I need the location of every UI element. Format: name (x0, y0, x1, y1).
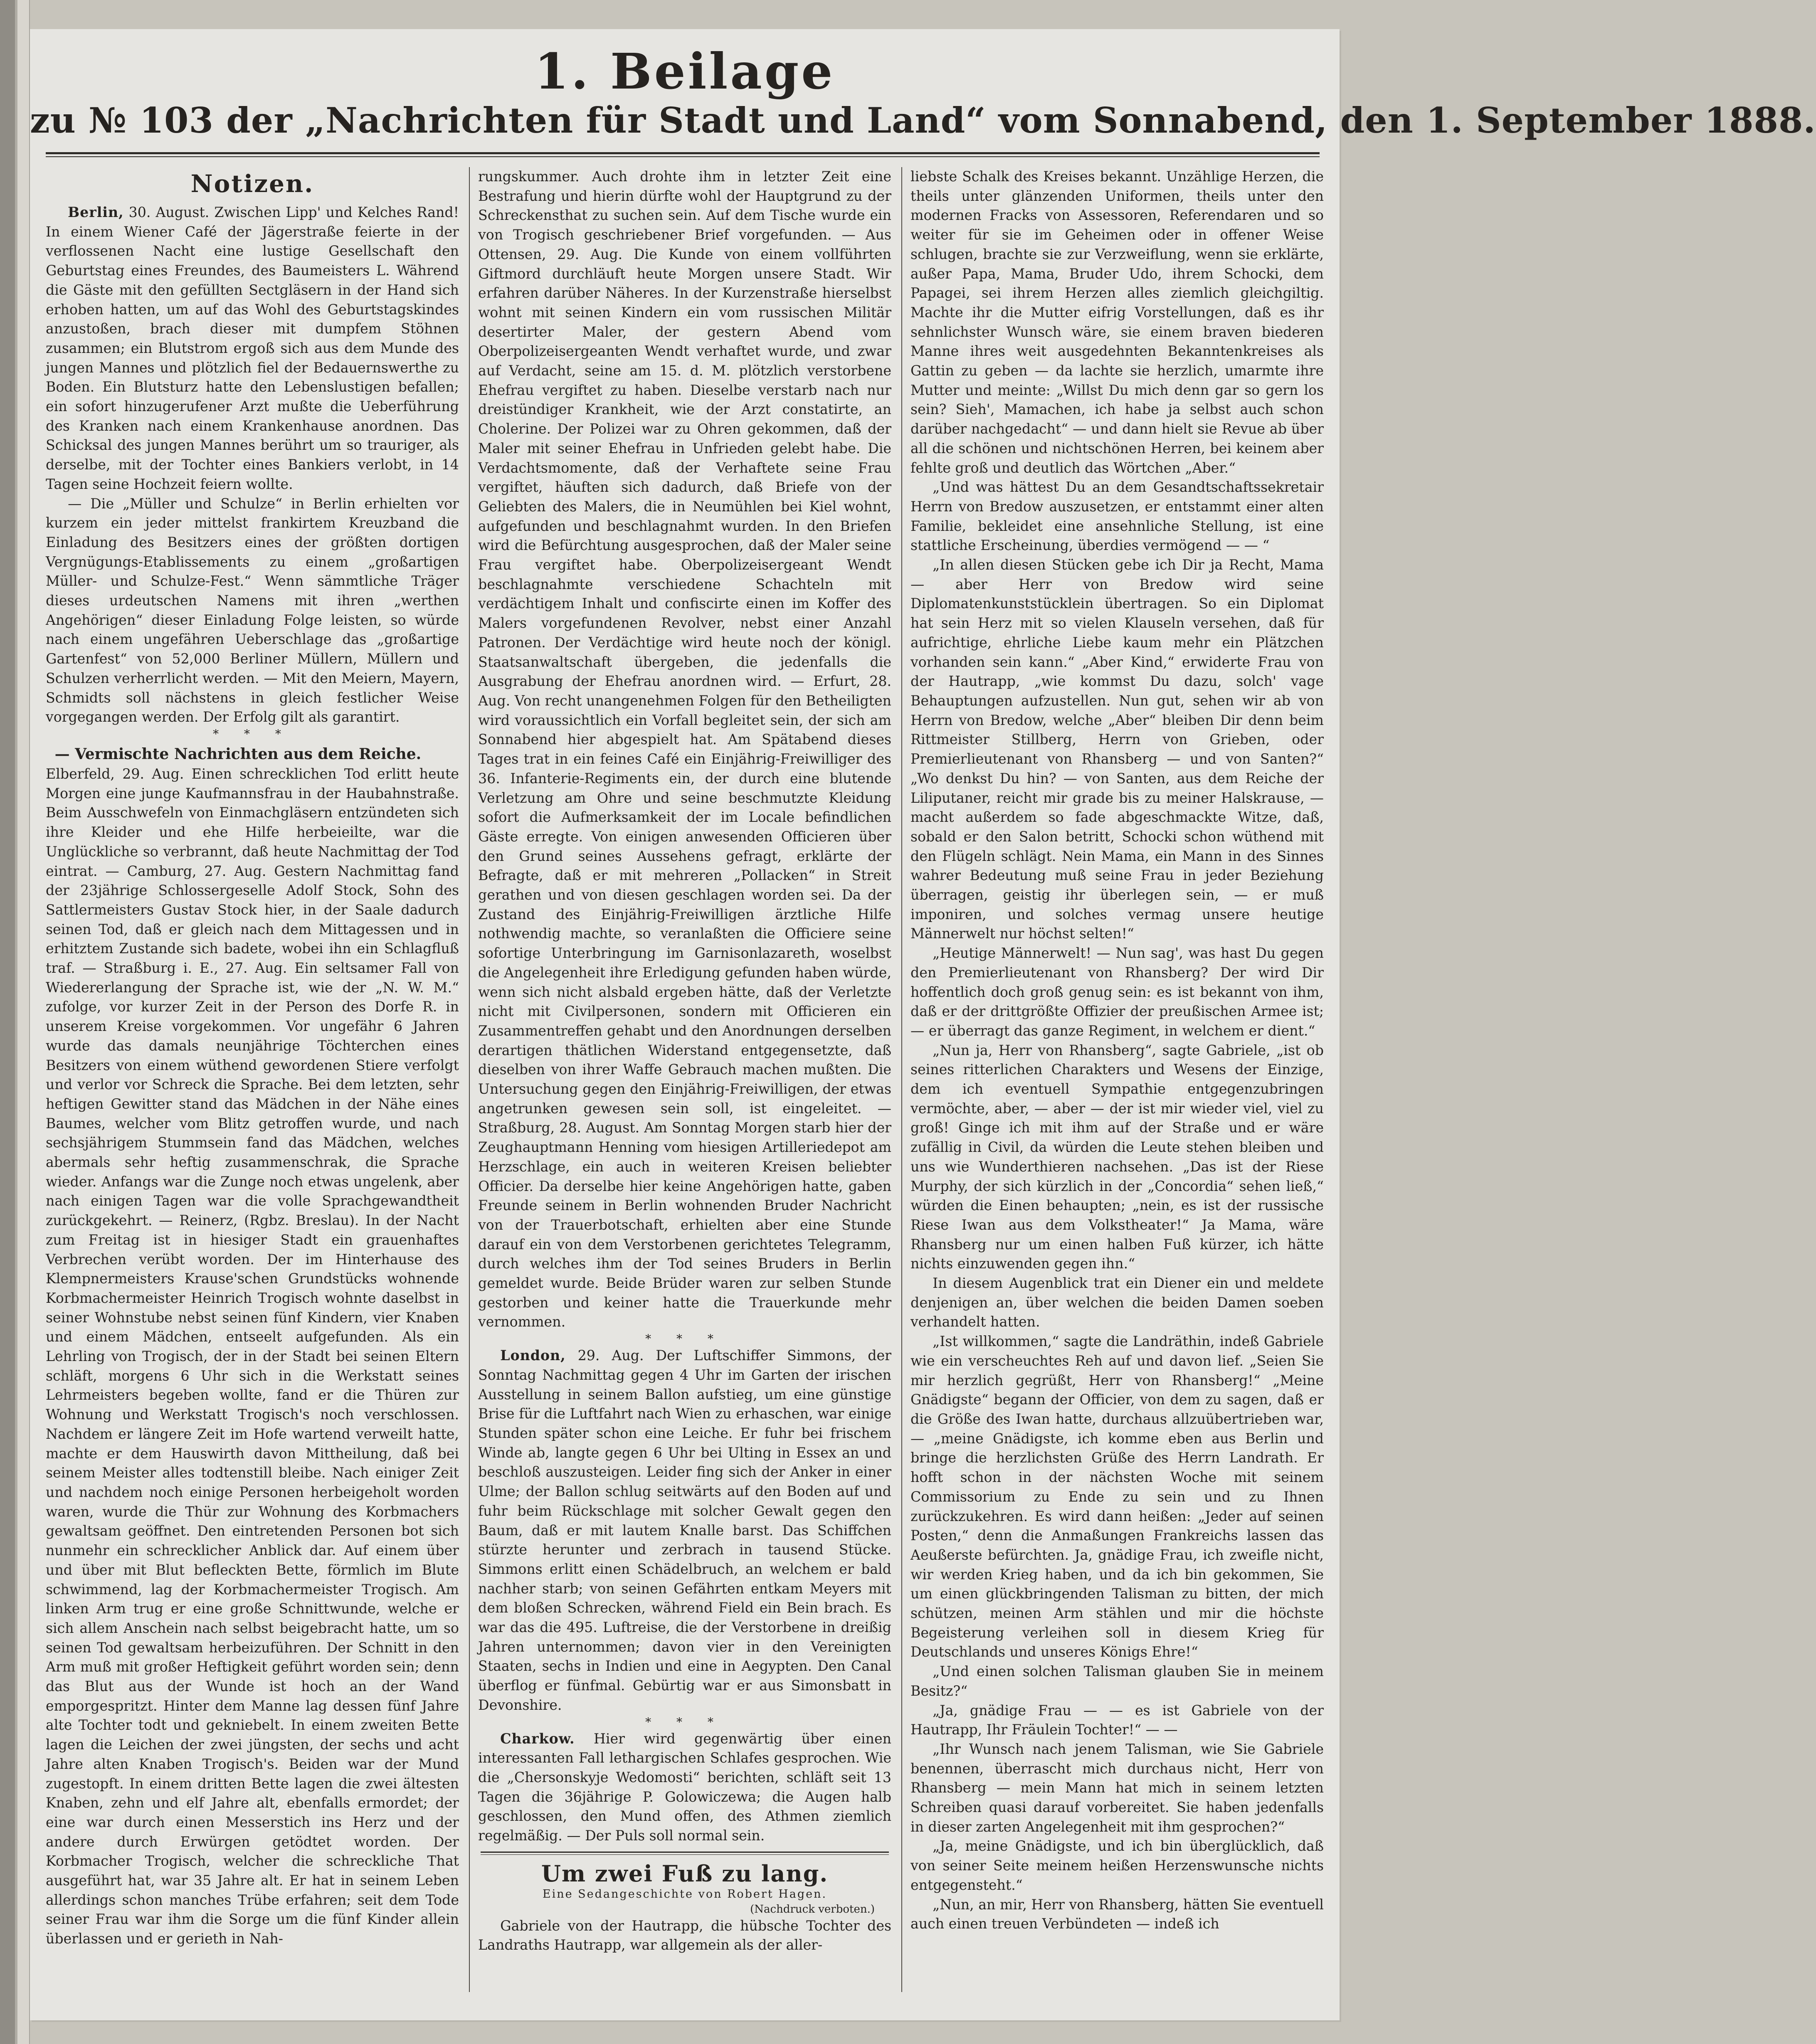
column-2 (478, 167, 891, 1996)
story-paragraph: „Ist willkommen,“ sagte die Landräthin, indeß Gabriele wie ein verscheuchtes Reh auf und davon lief. „Seien Sie mir herzlich gegrüßt, Herr von Rhansberg!“ „Meine Gnädigste“ begann der Officier, von dem zu sagen, daß er die Größe des Iwan hatte, durchaus allzuübertrieben war, — „meine Gnädigste, ich komme eben aus Berlin und bringe die herzlichsten Grüße des Herrn Landrath. Er hofft schon in der nächsten Woche mit seinem Commissorium zu Ende zu sein und zu Ihnen zurückzukehren. Es wird dann heißen: „Jeder auf seinen Posten,“ denn die Anmaßungen Frankreichs lassen das Aeußerste befürchten. Ja, gnädige Frau, ich zweifle nicht, wir werden Krieg haben, und da ich bin gekommen, Sie um einen glückbringenden Talisman zu bitten, der mich schützen, meinen Arm stählen und mir die höchste Begeisterung verleihen soll in diesem Krieg für Deutschlands und unseres Königs Ehre!“ (910, 1333, 1324, 1660)
news-item-mueller-schulze: — Die „Müller und Schulze“ in Berlin erhielten vor kurzem ein jeder mittelst frankirtem Kreuzband die Einladung des Besitzers eines der größten dortigen Vergnügungs-Etablissements zu einem „großartigen Müller- und Schulze-Fest.“ Wenn sämmtliche Träger dieses urdeutschen Namens mit ihren „werthen Angehörigen“ dieser Einladung Folge leisten, so würde nach einem ungefähren Ueberschlage das „großartige Gartenfest“ von 52,000 Berliner Müllern, Müllern und Schulzen verherrlicht werden. — Mit den Meiern, Mayern, Schmidts soll nächstens in gleich festlicher Weise vorgegangen werden. Der Erfolg gilt als garantirt. (46, 495, 459, 725)
binding-edge (0, 0, 17, 2044)
feuilleton-rule (481, 1852, 889, 1855)
story-paragraph: „Ja, gnädige Frau — — es ist Gabriele von der Hautrapp, Ihr Fräulein Tochter!“ — — (910, 1702, 1324, 1738)
story-paragraph: „Und einen solchen Talisman glauben Sie in meinem Besitz?“ (910, 1663, 1324, 1699)
newspaper-page (30, 29, 1816, 2020)
adjacent-page-edge (17, 0, 30, 2044)
separator-stars: * * * (645, 1332, 724, 1346)
story-byline: Eine Sedangeschichte von Robert Hagen. (542, 1887, 827, 1901)
article-text: Hier wird gegenwärtig über einen interessanten Fall lethargischen Schlafes gesprochen. Wie die „Chersonskyje Wedomosti“ berichten, schläft seit 13 Tagen die 36jährige P. Golowiczewa; die Augen halb geschlossen, den Mund offen, des Athmen ziemlich regelmäßig. — Der Puls soll normal sein. (478, 1730, 891, 1844)
story-paragraph: „Nun ja, Herr von Rhansberg“, sagte Gabriele, „ist ob seines ritterlichen Charakters und Wesens der Einzige, dem ich eventuell Sympathie entgegenzubringen vermöchte, aber, — aber — der ist mir wieder viel, viel zu groß! Ginge ich mit ihm auf der Straße und er wäre zufällig in Civil, da würden die Leute stehen bleiben und uns wie Wunderthieren nachsehen. „Das ist der Riese Murphy, der sich kürzlich in der „Concordia“ sehen ließ,“ würden die Einen behaupten; „nein, es ist der russische Riese Iwan aus dem Volkstheater!“ Ja Mama, wäre Rhansberg nur um einen halben Fuß kürzer, ich hätte nichts einzuwenden gegen ihn.“ (910, 1042, 1324, 1272)
dateline: Charkow. (500, 1730, 575, 1747)
dateline: Berlin, (68, 204, 124, 220)
story-paragraph: Gabriele von der Hautrapp, die hübsche Tochter des Landraths Hautrapp, war allgemein als der aller- (478, 1917, 891, 1953)
section-heading-notizen: Notizen. (190, 170, 314, 198)
story-paragraph: „Nun, an mir, Herr von Rhansberg, hätten Sie eventuell auch einen treuen Verbündeten — indeß ich (910, 1896, 1324, 1932)
header-rule (46, 152, 1320, 154)
news-item-reich: Elberfeld, 29. Aug. Einen schrecklichen Tod erlitt heute Morgen eine junge Kaufmannsfrau in der Haubahnstraße. Beim Ausschwefeln von Einmachgläsern entzündeten sich ihre Kleider und ehe Hilfe herbeieilte, war die Unglückliche so verbrannt, daß heute Nachmittag der Tod eintrat. — Camburg, 27. Aug. Gestern Nachmittag fand der 23jährige Schlossergeselle Adolf Stock, Sohn des Sattlermeisters Gustav Stock hier, in der Saale dadurch seinen Tod, daß er gleich nach dem Mittagessen und in erhitztem Zustande sich badete, wobei ihn ein Schlagfluß traf. — Straßburg i. E., 27. Aug. Ein seltsamer Fall von Wiedererlangung der Sprache ist, wie der „N. W. M.“ zufolge, vor kurzer Zeit in der Person des Dorfe R. in unserem Kreise vorgekommen. Vor ungefähr 6 Jahren wurde das damals neunjährige Töchterchen eines Besitzers von einem wüthend gewordenen Stiere verfolgt und verlor vor Schreck die Sprache. Bei dem letzten, sehr heftigen Gewitter stand das Mädchen in der Nähe eines Baumes, welcher vom Blitz getroffen wurde, und nach sechsjährigem Stummsein fand das Mädchen, welches abermals sehr heftig zusammenschrak, die Sprache wieder. Anfangs war die Zunge noch etwas ungelenk, aber nach einigen Tagen war die volle Sprachgewandtheit zurückgekehrt. — Reinerz, (Rgbz. Breslau). In der Nacht zum Freitag ist in hiesiger Stadt ein grauenhaftes Verbrechen verübt worden. Der im Hinterhause des Klempnermeisters Krause'schen Grundstücks wohnende Korbmachermeister Heinrich Trogisch wohnte daselbst in seiner Wohnstube nebst seinen fünf Kindern, vier Knaben und einem Mädchen, entseelt aufgefunden. Als ein Lehrling von Trogisch, der in der Stadt bei seinen Eltern schläft, morgens 6 Uhr sich in die Werkstatt seines Lehrmeisters begeben wollte, fand er die Thüren zur Wohnung und Werkstatt Trogisch's noch verschlossen. Nachdem er längere Zeit im Hofe wartend verweilt hatte, machte er dem Hauswirth davon Mittheilung, daß bei seinem Meister alles todtenstill bleibe. Nach einiger Zeit und nachdem noch einige Personen herbeigeholt worden waren, wurde die Thür zur Wohnung des Korbmachers gewaltsam geöffnet. Den eintretenden Personen bot sich nunmehr ein schrecklicher Anblick dar. Auf einem über und über mit Blut befleckten Bette, förmlich im Blute schwimmend, lag der Korbmachermeister Trogisch. Am linken Arm trug er eine große Schnittwunde, welche er sich allem Anschein nach selbst beigebracht hatte, um so seinen Tod gewaltsam herbeizuführen. Der Schnitt in den Arm muß mit großer Heftigkeit geführt worden sein; denn das Blut aus der Wunde ist hoch an der Wand emporgespritzt. Hinter dem Manne lag dessen fünf Jahre alte Tochter todt und gekniebelt. In einem zweiten Bette lagen die Leichen der zwei jüngsten, der sechs und acht Jahre alten Knaben Trogisch's. Beiden war der Mund zugestopft. In einem dritten Bette lagen die zwei ältesten Knaben, zehn und elf Jahre alt, ebenfalls ermordet; der eine war durch einen Messerstich ins Herz und der andere durch Erwürgen getödtet worden. Der Korbmacher Trogisch, welcher die schreckliche That ausgeführt hat, war 35 Jahre alt. Er hat in seinem Leben allerdings schon manches Trübe erfahren; seit dem Tode seiner Frau war ihm die Sorge um die fünf Kinder allein überlassen und er gerieth in Nah- (46, 765, 459, 1947)
reprint-notice: (Nachdruck verboten.) (750, 1903, 875, 1916)
story-paragraph: „Ja, meine Gnädigste, und ich bin überglücklich, daß von seiner Seite meinem heißen Herzenswunsche nichts entgegensteht.“ (910, 1838, 1324, 1893)
news-item-london (478, 1346, 891, 1715)
section-heading-vermischte: — Vermischte Nachrichten aus dem Reiche. (54, 745, 422, 763)
story-paragraph: „Heutige Männerwelt! — Nun sag', was hast Du gegen den Premierlieutenant von Rhansberg? Der wird Dir hoffentlich doch groß genug sein: es ist bekannt von ihm, daß er der drittgrößte Offizier der preußischen Armee ist; — er überragt das ganze Regiment, in welchem er dient.“ (910, 945, 1324, 1039)
column-1 (46, 167, 459, 1996)
news-item-continued: rungskummer. Auch drohte ihm in letzter Zeit eine Bestrafung und hierin dürfte wohl der Hauptgrund zu der Schreckensthat zu suchen sein. Auf dem Tische wurde ein von Trogisch geschriebener Brief vorgefunden. — Aus Ottensen, 29. Aug. Die Kunde von einem vollführten Giftmord durchläuft heute Morgen unsere Stadt. Wir erfahren darüber Näheres. In der Kurzenstraße hierselbst wohnt mit seinen Kindern ein vom russischen Militär desertirter Maler, der gestern Abend vom Oberpolizeisergeanten Wendt verhaftet wurde, und zwar auf Verdacht, seine am 15. d. M. plötzlich verstorbene Ehefrau vergiftet zu haben. Dieselbe verstarb nach nur dreistündiger Krankheit, wie der Arzt constatirte, an Cholerine. Der Polizei war zu Ohren gekommen, daß der Maler mit seiner Ehefrau in Unfrieden gelebt habe. Die Verdachtsmomente, daß der Verhaftete seine Frau vergiftet, häuften sich dadurch, daß Briefe von der Geliebten des Malers, die in Neumühlen bei Kiel wohnt, aufgefunden und beschlagnahmt wurden. In den Briefen wird die Befürchtung ausgesprochen, daß der Maler seine Frau vergiftet habe. Oberpolizeisergeant Wendt beschlagnahmte verschiedene Schachteln mit verdächtigem Inhalt und confiscirte einen im Koffer des Malers vorgefundenen Revolver, nebst einer Anzahl Patronen. Der Verdächtige wird heute noch der königl. Staatsanwaltschaft übergeben, die jedenfalls die Ausgrabung der Ehefrau anordnen wird. — Erfurt, 28. Aug. Von recht unangenehmen Folgen für den Betheiligten wird voraussichtlich ein Vorfall begleitet sein, der sich am Sonnabend hier abgespielt hat. Am Spätabend dieses Tages trat in ein feines Café ein Einjährig-Freiwilliger des 36. Infanterie-Regiments ein, der durch eine blutende Verletzung am Ohre und seine beschmutzte Kleidung sofort die Aufmerksamkeit der im Locale befindlichen Gäste erregte. Von einigen anwesenden Officieren über den Grund seines Aussehens gefragt, erklärte der Befragte, daß er mit mehreren „Pollacken“ in Streit gerathen und von diesen geschlagen worden sei. Da der Zustand des Einjährig-Freiwilligen ärztliche Hilfe nothwendig machte, so veranlaßten die Officiere seine sofortige Unterbringung im Garnisonlazareth, woselbst die Angelegenheit ihre Erledigung gefunden haben würde, wenn sich nicht alsbald ergeben hätte, daß der Verletzte nicht mit Civilpersonen, sondern mit Officieren ein Zusammentreffen gehabt und den Anordnungen derselben derartigen thätlichen Widerstand entgegensetzte, daß dieselben von ihrer Waffe Gebrauch machen mußten. Die Untersuchung gegen den Einjährig-Freiwilligen, der etwas angetrunken gewesen sein soll, ist eingeleitet. — Straßburg, 28. August. Am Sonntag Morgen starb hier der Zeughauptmann Henning vom hiesigen Artilleriedepot am Herzschlage, ein auch in weiteren Kreisen beliebter Officier. Da derselbe hier keine Angehörigen hatte, gaben Freunde seinem in Berlin wohnenden Bruder Nachricht von der Trauerbotschaft, erhielten aber eine Stunde darauf ein von dem Verstorbenen gerichtetes Telegramm, durch welches ihm der Tod seines Bruders in Berlin gemeldet wurde. Beide Brüder waren zur selben Stunde gestorben und keiner hatte die Trauerkunde mehr vernommen. (478, 168, 891, 1330)
supplement-title: 1. Beilage (534, 42, 835, 100)
dateline: London, (500, 1347, 566, 1364)
column-divider (901, 167, 902, 1992)
masthead (30, 29, 1816, 154)
separator-stars: * * * (645, 1715, 724, 1729)
header-rule-thin (46, 156, 1320, 157)
news-item-charkow (478, 1729, 891, 1846)
story-paragraph: liebste Schalk des Kreises bekannt. Unzählige Herzen, die theils unter glänzenden Uniformen, theils unter den modernen Fracks von Assessoren, Referendaren und so weiter für sie im Geheimen oder in offener Weise schlugen, brachte sie zur Verzweiflung, wenn sie erklärte, außer Papa, Mama, Bruder Udo, ihrem Schocki, dem Papagei, sei ihrem Herzen alles ziemlich gleichgiltig. Machte ihr die Mutter eifrig Vorstellungen, daß es ihr sehnlichster Wunsch wäre, sie einem braven biederen Manne ihres weit ausgedehnten Bekanntenkreises als Gattin zu geben — da lachte sie herzlich, umarmte ihre Mutter und meinte: „Willst Du mich denn gar so gern los sein? Sieh', Mamachen, ich habe ja selbst auch schon darüber nachgedacht“ — und dann hielt sie Revue ab über all die schönen und nichtschönen Herren, bei keinem aber fehlte groß und deutlich das Wörtchen „Aber.“ (910, 168, 1324, 476)
separator-stars: * * * (213, 727, 292, 741)
issue-line: zu № 103 der „Nachrichten für Stadt und Land“ vom Sonnabend, den 1. September 1888. (30, 100, 1816, 141)
story-paragraph: „In allen diesen Stücken gebe ich Dir ja Recht, Mama — aber Herr von Bredow wird seine Diplomatenkunststücklein übertragen. So ein Diplomat hat sein Herz mit so vielen Klauseln versehen, daß für aufrichtige, ehrliche Liebe kaum mehr ein Plätzchen vorhanden sein kann.“ „Aber Kind,“ erwiderte Frau von der Hautrapp, „wie kommst Du dazu, solch' vage Behauptungen aufzustellen. Nun gut, sehen wir ab von Herrn von Bredow, welche „Aber“ bleiben Dir denn beim Rittmeister Stillberg, Herrn von Grieben, oder Premierlieutenant von Rhansberg — und von Santen?“ „Wo denkst Du hin? — von Santen, aus dem Reiche der Liliputaner, reicht mir grade bis zu meiner Halskrause, — macht außerdem so fade abgeschmackte Witze, daß, sobald er den Salon betritt, Schocki schon wüthend mit den Flügeln schlägt. Nein Mama, ein Mann in des Sinnes wahrer Bedeutung muß seine Frau in jeder Beziehung überragen, geistig ihr überlegen sein, — er muß imponiren, und solches vermag unsere heutige Männerwelt nur höchst selten!“ (910, 557, 1324, 942)
news-item-berlin (46, 203, 459, 494)
article-text: 30. August. Zwischen Lipp' und Kelches Rand! In einem Wiener Café der Jägerstraße feierte in der verflossenen Nacht eine lustige Gesellschaft den Geburtstag eines Freundes, des Baumeisters L. Während die Gäste mit den gefüllten Sectgläsern in der Hand sich erhoben hatten, um auf das Wohl des Geburtstagskindes anzustoßen, brach dieser mit dumpfem Stöhnen zusammen; ein Blutstrom ergoß sich aus dem Munde des jungen Mannes und plötzlich fiel der Bedauernswerthe zu Boden. Ein Blutsturz hatte den Lebenslustigen befallen; ein sofort hinzugerufener Arzt mußte die Ueberführung des Kranken nach einem Krankenhause anordnen. Das Schicksal des jungen Mannes berührt um so trauriger, als derselbe, mit der Tochter eines Bankiers verlobt, in 14 Tagen seine Hochzeit feiern wollte. (46, 204, 459, 492)
column-3 (910, 167, 1324, 1996)
story-paragraph: „Und was hättest Du an dem Gesandtschaftssekretair Herrn von Bredow auszusetzen, er entstammt einer alten Familie, bekleidet eine ansehnliche Stellung, ist eine stattliche Erscheinung, überdies vermögend — — “ (910, 479, 1324, 554)
article-text: 29. Aug. Der Luftschiffer Simmons, der Sonntag Nachmittag gegen 4 Uhr im Garten der irischen Ausstellung in seinem Ballon aufstieg, um eine günstige Brise für die Luftfahrt nach Wien zu erhaschen, war einige Stunden später schon eine Leiche. Er fuhr bei frischem Winde ab, langte gegen 6 Uhr bei Ulting in Essex an und beschloß auszusteigen. Leider fing sich der Anker in einer Ulme; der Ballon schlug seitwärts auf den Boden auf und fuhr beim Rückschlage mit solcher Gewalt gegen den Baum, daß er mit lautem Knalle barst. Das Schiffchen stürzte herunter und zerbrach in tausend Stücke. Simmons erlitt einen Schädelbruch, an welchem er bald nachher starb; von seinen Gefährten entkam Meyers mit dem bloßen Schrecken, während Field ein Bein brach. Es war das die 495. Luftreise, die der Verstorbene in dreißig Jahren unternommen; davon vier in den Vereinigten Staaten, sechs in Indien und eine in Aegypten. Den Canal überflog er fünfmal. Gebürtig war er aus Simonsbatt in Devonshire. (478, 1347, 891, 1713)
story-title: Um zwei Fuß zu lang. (541, 1860, 829, 1887)
column-divider (469, 167, 470, 1992)
story-paragraph: „Ihr Wunsch nach jenem Talisman, wie Sie Gabriele benennen, überrascht mich durchaus nicht, Herr von Rhansberg — mein Mann hat mich in seinem letzten Schreiben quasi darauf vorbereitet. Sie haben jedenfalls in dieser zarten Angelegenheit mit ihm gesprochen?“ (910, 1741, 1324, 1835)
story-paragraph: In diesem Augenblick trat ein Diener ein und meldete denjenigen an, über welchen die beiden Damen soeben verhandelt hatten. (910, 1275, 1324, 1330)
